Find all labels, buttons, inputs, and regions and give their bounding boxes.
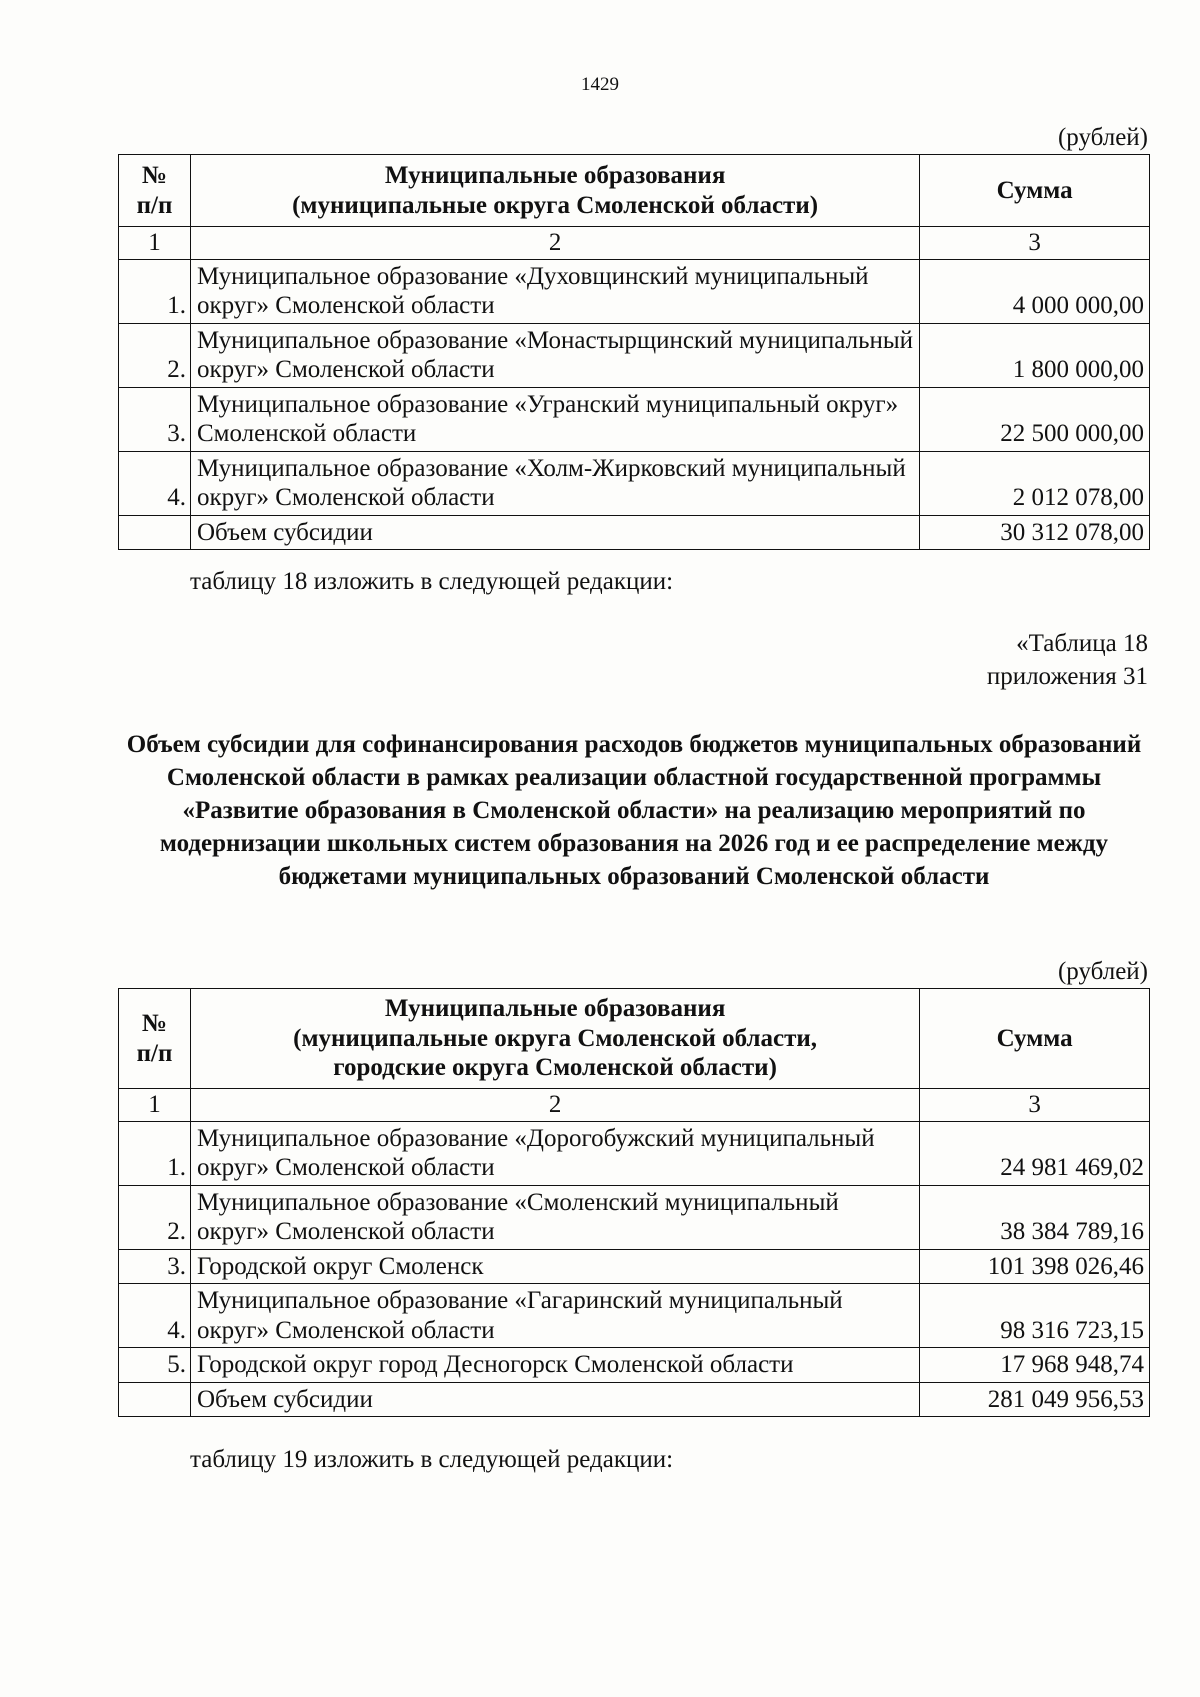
- subsidy-table-1: [118, 154, 1150, 550]
- header-amount: Сумма: [920, 155, 1150, 227]
- table2-total-row: Объем субсидии 281 049 956,53: [119, 1382, 1150, 1417]
- header-municipality: Муниципальные образования (муниципальные округа Смоленской области, городские округа Смоленской области): [190, 989, 919, 1089]
- instruction-table-18: таблицу 18 изложить в следующей редакции:: [190, 568, 674, 595]
- header-number: № п/п: [119, 989, 191, 1089]
- table-row: 4. Муниципальное образование «Гагаринский муниципальный округ» Смоленской области 98 316 723,15: [119, 1284, 1150, 1348]
- units-label-table2: (рублей): [1057, 958, 1148, 985]
- header-number: № п/п: [119, 155, 191, 227]
- annex-reference: «Таблица 18 приложения 31: [986, 630, 1148, 690]
- table2-header-row: [119, 989, 1150, 1089]
- table2-index-row: 1 2 3: [119, 1089, 1150, 1122]
- table-row: 2. Муниципальное образование «Смоленский муниципальный округ» Смоленской области 38 384 789,16: [119, 1185, 1150, 1249]
- table-18-heading: Объем субсидии для софинансирования расходов бюджетов муниципальных образований Смоленской области в рамках реализации областной государственной программы «Развитие образования в Смоленской области» на реализацию мероприятий по модернизации школьных систем образования на 2026 год и ее распределение между бюджетами муниципальных образований Смоленской области: [126, 731, 1142, 890]
- page-number: 1429: [581, 74, 619, 95]
- table-row: 1. Муниципальное образование «Духовщинский муниципальный округ» Смоленской области 4 000 000,00: [119, 259, 1150, 323]
- table1-total-row: Объем субсидии 30 312 078,00: [119, 515, 1150, 550]
- table-row: 1. Муниципальное образование «Дорогобужский муниципальный округ» Смоленской области 24 981 469,02: [119, 1121, 1150, 1185]
- instruction-table-19: таблицу 19 изложить в следующей редакции:: [190, 1446, 674, 1473]
- table-row: 3. Городской округ Смоленск 101 398 026,46: [119, 1249, 1150, 1284]
- table-row: 5. Городской округ город Десногорск Смоленской области 17 968 948,74: [119, 1348, 1150, 1383]
- table1-header-row: [119, 155, 1150, 227]
- subsidy-table-2: [118, 988, 1150, 1417]
- table-row: 2. Муниципальное образование «Монастырщинский муниципальный округ» Смоленской области 1 800 000,00: [119, 323, 1150, 387]
- header-amount: Сумма: [920, 989, 1150, 1089]
- header-municipality: Муниципальные образования (муниципальные округа Смоленской области): [190, 155, 919, 227]
- units-label-table1: (рублей): [1057, 124, 1148, 151]
- table-row: 3. Муниципальное образование «Угранский муниципальный округ» Смоленской области 22 500 000,00: [119, 387, 1150, 451]
- table1-index-row: 1 2 3: [119, 227, 1150, 260]
- table-row: 4. Муниципальное образование «Холм-Жирковский муниципальный округ» Смоленской области 2 012 078,00: [119, 451, 1150, 515]
